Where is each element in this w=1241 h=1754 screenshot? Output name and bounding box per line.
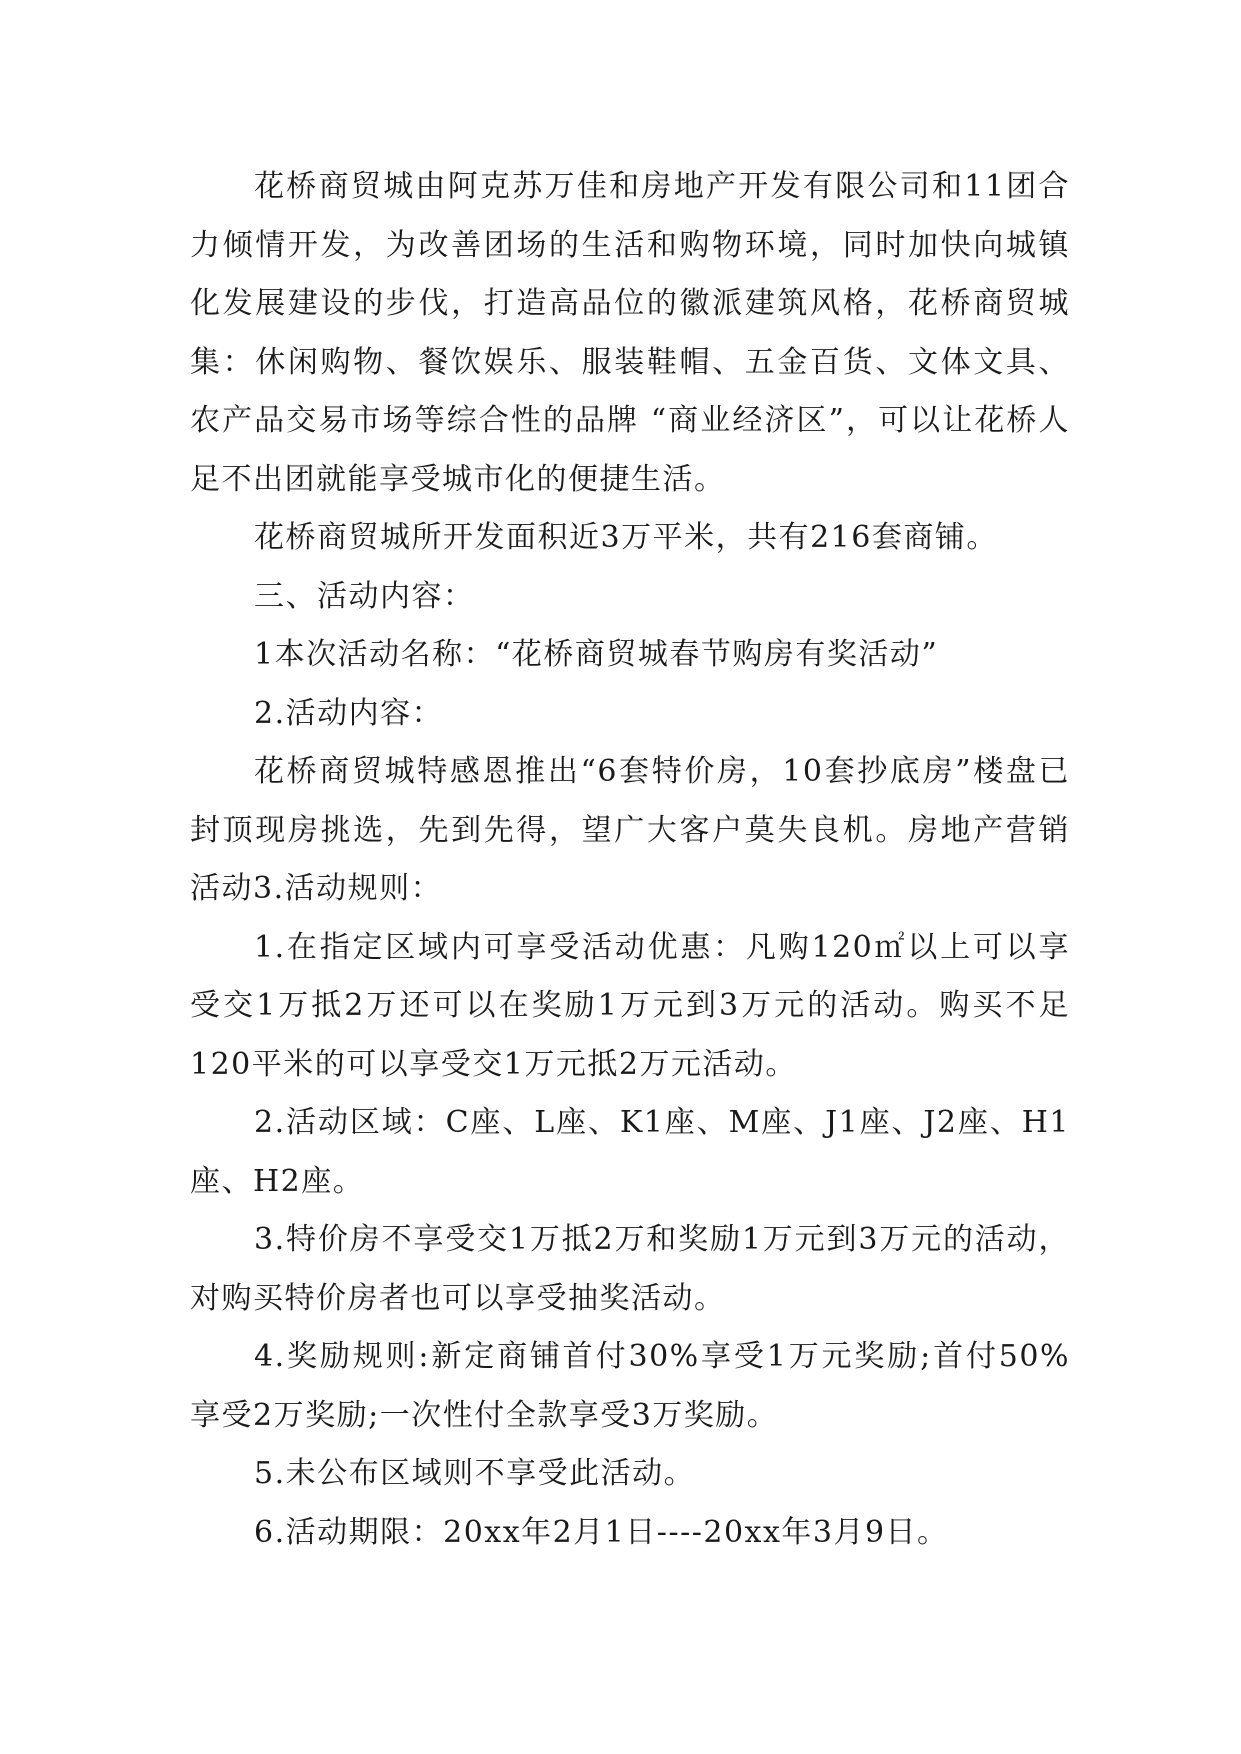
section-heading-activity-content: 三、活动内容：: [254, 578, 475, 614]
document-body: [190, 158, 1070, 1562]
paragraph-special-offer: 花桥商贸城特感恩推出“6套特价房，10套抄底房”楼盘已封顶现房挑选，先到先得，望广大客户莫失良机。房地产营销活动3.活动规则：: [190, 754, 1070, 906]
paragraph-activity-name: 1本次活动名称：“花桥商贸城春节购房有奖活动”: [254, 637, 939, 672]
paragraph-rule-3: 3.特价房不享受交1万抵2万和奖励1万元到3万元的活动，对购买特价房者也可以享受抽奖活动。: [190, 1222, 1070, 1316]
paragraph-rule-5: 5.未公布区域则不享受此活动。: [254, 1456, 696, 1491]
paragraph-rule-4: 4.奖励规则:新定商铺首付30%享受1万元奖励;首付50%享受2万奖励;一次性付全款享受3万奖励。: [190, 1339, 1070, 1433]
paragraph-rule-2: 2.活动区域：C座、L座、K1座、M座、J1座、J2座、H1座、H2座。: [190, 1105, 1070, 1199]
paragraph-intro: 花桥商贸城由阿克苏万佳和房地产开发有限公司和11团合力倾情开发，为改善团场的生活和购物环境，同时加快向城镇化发展建设的步伐，打造高品位的徽派建筑风格，花桥商贸城集：休闲购物、餐饮娱乐、服装鞋帽、五金百货、文体文具、农产品交易市场等综合性的品牌 “商业经济区”，可以让花桥人足不出团就能享受城市化的便捷生活。: [190, 169, 1070, 497]
paragraph-rule-1: 1.在指定区域内可享受活动优惠：凡购120㎡以上可以享受交1万抵2万还可以在奖励1万元到3万元的活动。购买不足120平米的可以享受交1万元抵2万元活动。: [190, 929, 1070, 1082]
paragraph-activity-content-heading: 2.活动内容：: [254, 695, 444, 731]
paragraph-area: 花桥商贸城所开发面积近3万平米，共有216套商铺。: [254, 520, 998, 555]
paragraph-rule-6: 6.活动期限：20xx年2月1日----20xx年3月9日。: [254, 1514, 949, 1550]
